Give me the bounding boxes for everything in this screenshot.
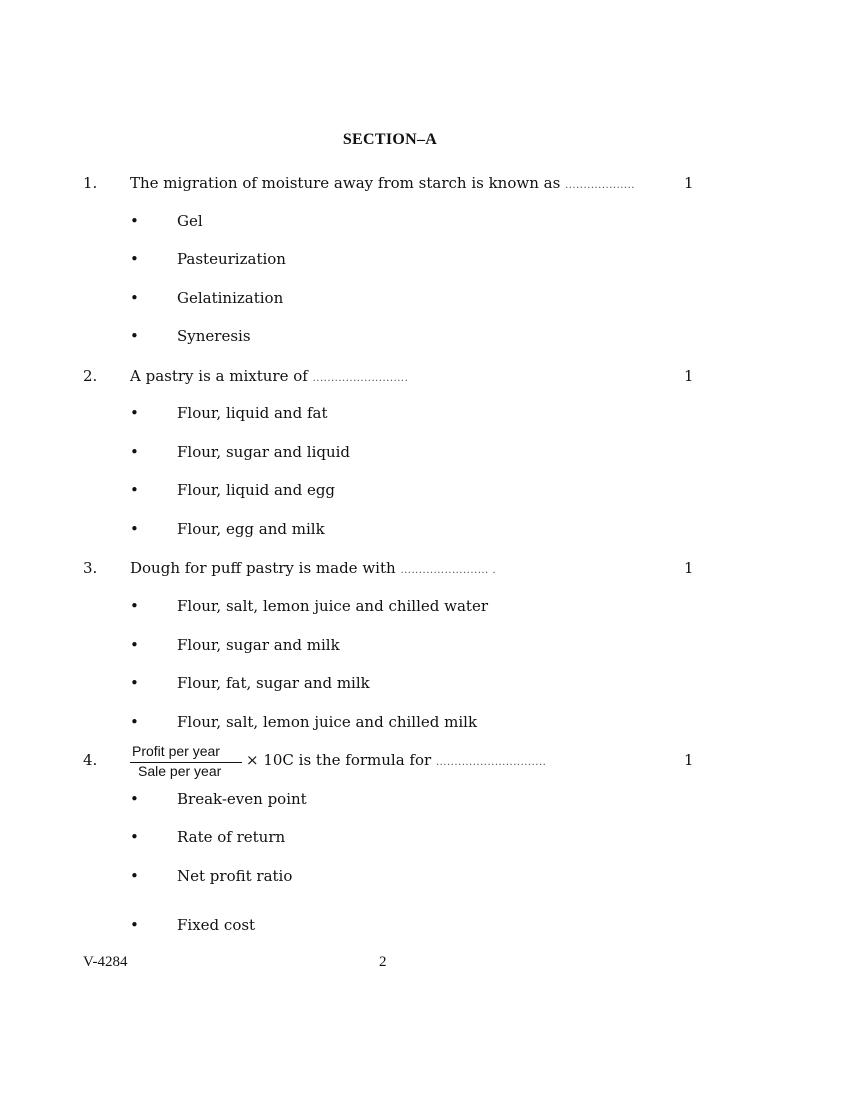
answer-blank: .......................... [312, 373, 409, 384]
bullet-icon: • [130, 674, 139, 692]
question-number: 2. [83, 367, 98, 385]
question-number: 1. [83, 174, 98, 192]
question-stem: Dough for puff pastry is made with [130, 559, 396, 577]
option: Rate of return [177, 828, 286, 846]
bullet-icon: • [130, 867, 139, 885]
bullet-icon: • [130, 404, 139, 422]
option: Flour, liquid and egg [177, 481, 336, 499]
question-stem: × 10C is the formula for [246, 751, 432, 769]
question-text [130, 367, 408, 385]
question-marks: 1 [684, 559, 694, 577]
page-number: 2 [379, 954, 387, 970]
question-stem: The migration of moisture away from starch is known as [130, 174, 561, 192]
bullet-icon: • [130, 790, 139, 808]
answer-blank: .............................. [435, 757, 547, 768]
option: Flour, salt, lemon juice and chilled water [177, 597, 489, 615]
option: Flour, salt, lemon juice and chilled milk [177, 713, 478, 731]
bullet-icon: • [130, 520, 139, 538]
bullet-icon: • [130, 828, 139, 846]
option: Flour, liquid and fat [177, 404, 328, 422]
bullet-icon: • [130, 212, 139, 230]
question-number: 3. [83, 559, 98, 577]
answer-blank: ........................ . [400, 565, 497, 576]
option: Flour, sugar and liquid [177, 443, 351, 461]
option: Fixed cost [177, 916, 256, 934]
question-marks: 1 [684, 751, 694, 769]
question-marks: 1 [684, 367, 694, 385]
section-title: SECTION–A [342, 131, 438, 148]
option: Flour, egg and milk [177, 520, 325, 538]
option: Flour, fat, sugar and milk [177, 674, 370, 692]
bullet-icon: • [130, 443, 139, 461]
option: Gel [177, 212, 203, 230]
bullet-icon: • [130, 636, 139, 654]
option: Syneresis [177, 327, 251, 345]
bullet-icon: • [130, 289, 139, 307]
bullet-icon: • [130, 713, 139, 731]
bullet-icon: • [130, 481, 139, 499]
formula-denominator: Sale per year [138, 763, 222, 779]
formula-numerator: Profit per year [132, 743, 220, 759]
bullet-icon: • [130, 916, 139, 934]
question-text [246, 751, 546, 769]
question-text [130, 559, 496, 577]
bullet-icon: • [130, 250, 139, 268]
bullet-icon: • [130, 327, 139, 345]
question-marks: 1 [684, 174, 694, 192]
question-number: 4. [83, 751, 98, 769]
answer-blank: ................... [565, 180, 635, 191]
option: Flour, sugar and milk [177, 636, 340, 654]
option: Pasteurization [177, 250, 286, 268]
bullet-icon: • [130, 597, 139, 615]
option: Gelatinization [177, 289, 284, 307]
question-stem: A pastry is a mixture of [130, 367, 308, 385]
option: Net profit ratio [177, 867, 293, 885]
paper-code: V-4284 [83, 954, 128, 970]
question-text [130, 174, 635, 192]
option: Break-even point [177, 790, 307, 808]
